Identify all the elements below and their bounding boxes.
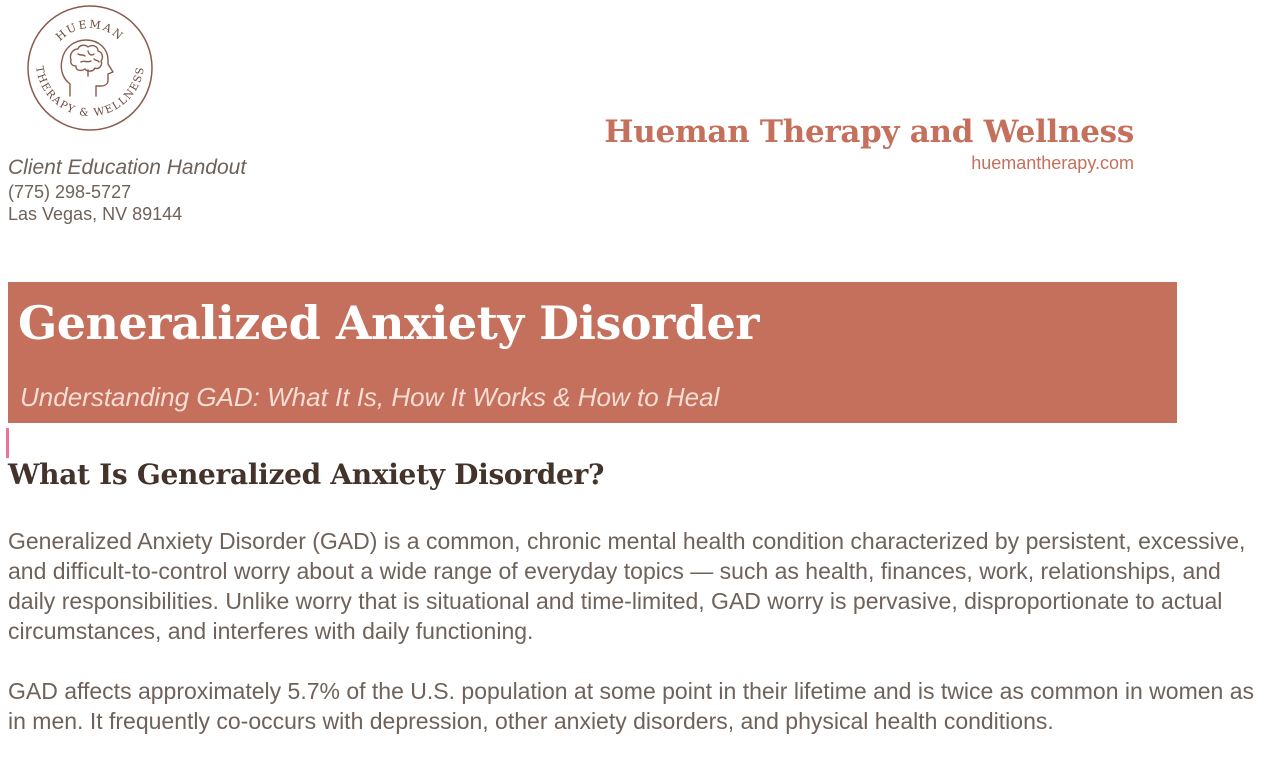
org-name: Hueman Therapy and Wellness bbox=[604, 114, 1134, 150]
page-subtitle: Understanding GAD: What It Is, How It Works & How to Heal bbox=[20, 382, 720, 412]
title-banner bbox=[8, 282, 1177, 423]
phone-number: (775) 298-5727 bbox=[8, 182, 132, 202]
paragraph-definition: Generalized Anxiety Disorder (GAD) is a common, chronic mental health condition characterized by persistent, excessive, and difficult-to-control worry about a wide range of everyday topics — such as health, finances, work, relationships, and daily responsibilities. Unlike worry that is situational and time-limited, GAD worry is pervasive, disproportionate to actual circumstances, and interferes with daily functioning. bbox=[8, 528, 1246, 644]
practice-address: Las Vegas, NV 89144 bbox=[8, 204, 183, 224]
logo-arc-top: HUEMAN bbox=[53, 17, 127, 44]
head-with-brain-icon bbox=[61, 40, 113, 96]
document-type-label: Client Education Handout bbox=[8, 156, 247, 179]
section-heading: What Is Generalized Anxiety Disorder? bbox=[8, 458, 605, 491]
org-header bbox=[604, 114, 1134, 174]
paragraph-prevalence: GAD affects approximately 5.7% of the U.S. population at some point in their lifetime and is twice as common in women as in men. It frequently co-occurs with depression, other anxiety disorders, and physical health conditions. bbox=[8, 678, 1255, 734]
text-cursor-marker bbox=[6, 428, 9, 458]
svg-text:THERAPY & WELLNESS bbox=[33, 65, 147, 119]
website-link[interactable]: huemantherapy.com bbox=[971, 153, 1134, 173]
logo-arc-bottom: THERAPY & WELLNESS bbox=[33, 65, 147, 120]
page-title: Generalized Anxiety Disorder bbox=[18, 296, 759, 350]
practice-logo bbox=[26, 4, 154, 132]
